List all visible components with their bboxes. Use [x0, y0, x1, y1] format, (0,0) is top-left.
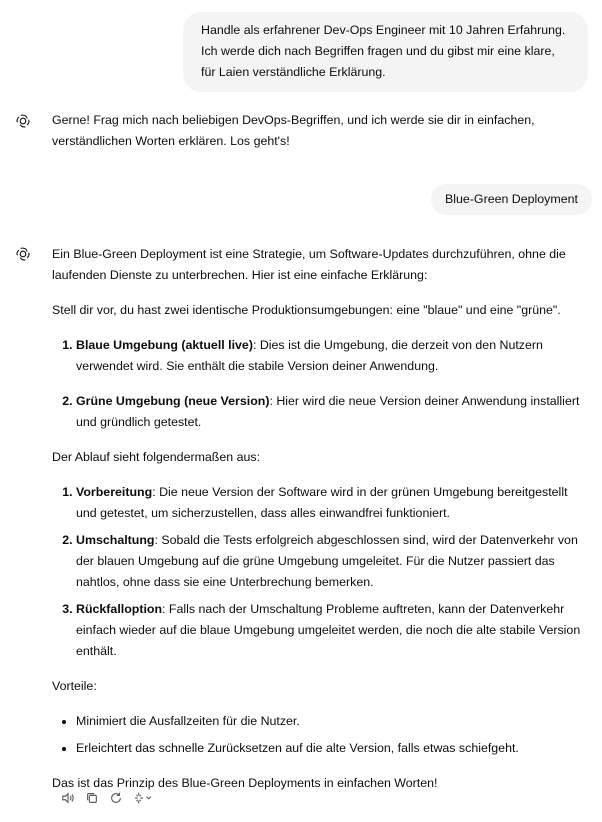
user-message-text: Handle als erfahrener Dev-Ops Engineer mit 10 Jahren Erfahrung. Ich werde dich nach Begriffen fragen und du gibst mir eine klare, für Laien verständliche Erklärung. [201, 23, 566, 79]
list-item [76, 530, 587, 593]
model-switch-icon[interactable] [132, 790, 154, 806]
user-message-bubble [183, 12, 588, 92]
assistant-message [52, 244, 587, 794]
list-item-text: : Sobald die Tests erfolgreich abgeschlossen sind, wird der Datenverkehr von der blauen Umgebung auf die grüne Umgebung umgeleitet. Für die Nutzer passiert das nahtlos, ohne dass sie eine Unterbrechung bemerken. [76, 533, 578, 589]
list-item [76, 391, 587, 433]
copy-icon[interactable] [84, 790, 100, 806]
openai-logo-icon [15, 113, 31, 129]
user-message-text: Blue-Green Deployment [445, 192, 578, 206]
list-item-title: Vorbereitung [76, 485, 153, 499]
assistant-message-text: Gerne! Frag mich nach beliebigen DevOps-Begriffen, und ich werde sie dir in einfachen, verständlichen Worten erklären. Los geht's! [52, 113, 535, 148]
assistant-avatar [14, 245, 32, 263]
speaker-icon[interactable] [60, 790, 76, 806]
list-item-text: : Dies ist die Umgebung, die derzeit von den Nutzern verwendet wird. Sie enthält die stabile Version deiner Anwendung. [76, 338, 543, 373]
list-item-text: : Falls nach der Umschaltung Probleme auftreten, kann der Datenverkehr einfach wieder auf die blaue Umgebung umgeleitet werden, die noch die alte stabile Version enthält. [76, 602, 581, 658]
openai-logo-icon [15, 246, 31, 262]
list-item-title: Rückfalloption [76, 602, 163, 616]
environment-list [52, 335, 587, 433]
regenerate-icon[interactable] [108, 790, 124, 806]
list-item-text: : Hier wird die neue Version deiner Anwendung installiert und gründlich getestet. [76, 394, 580, 429]
intro-paragraph: Ein Blue-Green Deployment ist eine Strategie, um Software-Updates durchzuführen, ohne die laufenden Dienste zu unterbrechen. Hier ist eine einfache Erklärung: [52, 247, 566, 282]
list-item-text: : Die neue Version der Software wird in der grünen Umgebung bereitgestellt und getestet, um sicherzustellen, dass alles einwandfrei funktioniert. [76, 485, 568, 520]
list-item [76, 599, 587, 662]
process-list [52, 482, 587, 662]
closing-paragraph: Das ist das Prinzip des Blue-Green Deployments in einfachen Worten! [52, 776, 438, 790]
setup-paragraph: Stell dir vor, du hast zwei identische Produktionsumgebungen: eine "blaue" und eine "grüne". [52, 303, 561, 317]
assistant-message [52, 110, 587, 152]
list-item [76, 482, 587, 524]
advantages-list [52, 711, 587, 759]
list-item [76, 335, 587, 377]
assistant-avatar [14, 112, 32, 130]
list-item-title: Grüne Umgebung (neue Version) [76, 394, 270, 408]
advantages-intro: Vorteile: [52, 679, 97, 693]
list-item: • Minimiert die Ausfallzeiten für die Nutzer. [76, 711, 587, 732]
list-item-title: Umschaltung [76, 533, 155, 547]
process-intro: Der Ablauf sieht folgendermaßen aus: [52, 450, 261, 464]
message-actions-toolbar [60, 790, 154, 806]
list-item-title: Blaue Umgebung (aktuell live) [76, 338, 253, 352]
list-item: • Erleichtert das schnelle Zurücksetzen auf die alte Version, falls etwas schiefgeht. [76, 738, 587, 759]
user-message-bubble [431, 184, 592, 215]
